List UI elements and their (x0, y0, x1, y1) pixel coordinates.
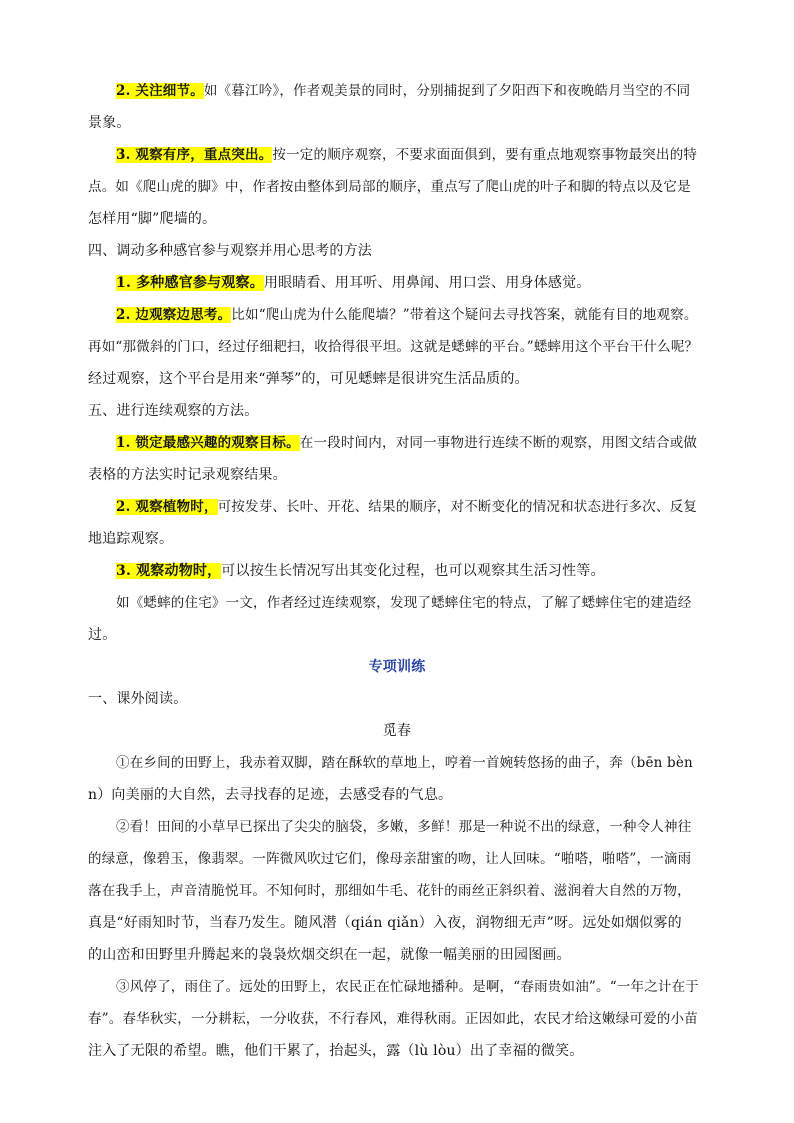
highlight-label: 1. 锁定最感兴趣的观察目标。 (116, 435, 300, 451)
training-title: 专项训练 (368, 659, 426, 675)
section5-item-2 (116, 498, 708, 516)
paragraph-text: 用眼睛看、用耳听、用鼻闻、用口尝、用身体感觉。 (263, 275, 591, 291)
paragraph-line: 点。如《爬山虎的脚》中，作者按由整体到局部的顺序，重点写了爬山虎的叶子和脚的特点以及它是 (88, 179, 691, 195)
paragraph-line: 落在我手上，声音清脆悦耳。不知何时，那细如牛毛、花针的雨丝正斜织着、滋润着大自然的万物， (88, 883, 691, 899)
section-heading: 四、调动多种感官参与观察并用心思考的方法 (88, 243, 372, 259)
paragraph-line: 再如“那微斜的门口，经过仔细耙扫，收拾得很平坦。这就是蟋蟀的平台。”蟋蟀用这个平台干什么呢？ (88, 339, 699, 355)
paragraph-line: 的绿意，像碧玉，像翡翠。一阵微风吹过它们，像母亲甜蜜的吻，让人回味。“啪嗒，啪嗒”，一滴雨 (88, 851, 692, 867)
example-paragraph: 如《蟋蟀的住宅》一文，作者经过连续观察，发现了蟋蟀住宅的特点，了解了蟋蟀住宅的建造经 (116, 595, 692, 611)
highlight-label: 2. 关注细节。 (116, 83, 204, 99)
paragraph-line: 怎样用“脚”爬墙的。 (88, 211, 217, 227)
highlight-label: 3. 观察动物时， (116, 563, 222, 579)
paragraph-text: 可按发芽、长叶、开花、结果的顺序，对不断变化的情况和状态进行多次、反复 (217, 499, 698, 515)
method-item-2 (116, 82, 708, 100)
section5-item-3 (116, 562, 708, 580)
paragraph-text: 比如“爬山虎为什么能爬墙？”带着这个疑问去寻找答案，就能有目的地观察。 (231, 307, 698, 323)
part-heading: 一、课外阅读。 (88, 691, 188, 707)
section4-item-1 (116, 274, 708, 292)
paragraph-line: 景象。 (88, 115, 131, 131)
paragraph-line: 过。 (88, 627, 117, 643)
paragraph-text: 按一定的顺序观察，不要求面面俱到，要有重点地观察事物最突出的特 (272, 147, 698, 163)
paragraph-line: n）向美丽的大自然，去寻找春的足迹，去感受春的气息。 (88, 787, 453, 803)
paragraph-line: 注入了无限的希望。瞧，他们干累了，抬起头，露（lù lòu）出了幸福的微笑。 (88, 1043, 584, 1059)
paragraph-line: 经过观察，这个平台是用来“弹琴”的，可见蟋蟀是很讲究生活品质的。 (88, 371, 529, 387)
article-title: 觅春 (382, 723, 412, 739)
paragraph-line: 春”。春华秋实，一分耕耘，一分收获，不行春风，难得秋雨。正因如此，农民才给这嫩绿可爱的小苗 (88, 1011, 698, 1027)
highlight-label: 3. 观察有序，重点突出。 (116, 147, 273, 163)
article-paragraph-1: ①在乡间的田野上，我赤着双脚，踏在酥软的草地上，哼着一首婉转悠扬的曲子，奔（bēn bèn (116, 755, 693, 771)
section5-item-1 (116, 434, 708, 452)
article-paragraph-3: ③风停了，雨住了。远处的田野上，农民正在忙碌地播种。是啊，“春雨贵如油”。“一年之计在于 (116, 979, 700, 995)
paragraph-line: 真是“好雨知时节，当春乃发生。随风潜（qián qiǎn）入夜，润物细无声”呀。远处如烟似雾的 (88, 915, 682, 931)
highlight-label: 2. 观察植物时， (116, 499, 218, 515)
paragraph-line: 地追踪观察。 (88, 531, 174, 547)
highlight-label: 2. 边观察边思考。 (116, 307, 232, 323)
section-heading: 五、进行连续观察的方法。 (88, 403, 259, 419)
paragraph-text: 在一段时间内，对同一事物进行连续不断的观察，用图文结合或做 (299, 435, 698, 451)
section4-item-2 (116, 306, 708, 324)
paragraph-text: 如《暮江吟》，作者观美景的同时，分别捕捉到了夕阳西下和夜晚皓月当空的不同 (203, 83, 691, 99)
paragraph-text: 可以按生长情况写出其变化过程，也可以观察其生活习性等。 (221, 563, 605, 579)
method-item-3 (116, 146, 708, 164)
article-paragraph-2: ②看！田间的小草早已探出了尖尖的脑袋，多嫩，多鲜！那是一种说不出的绿意，一种令人神往 (116, 819, 692, 835)
paragraph-line: 表格的方法实时记录观察结果。 (88, 467, 287, 483)
paragraph-line: 的山峦和田野里升腾起来的袅袅炊烟交织在一起，就像一幅美丽的田园图画。 (88, 947, 571, 963)
highlight-label: 1. 多种感官参与观察。 (116, 275, 264, 291)
